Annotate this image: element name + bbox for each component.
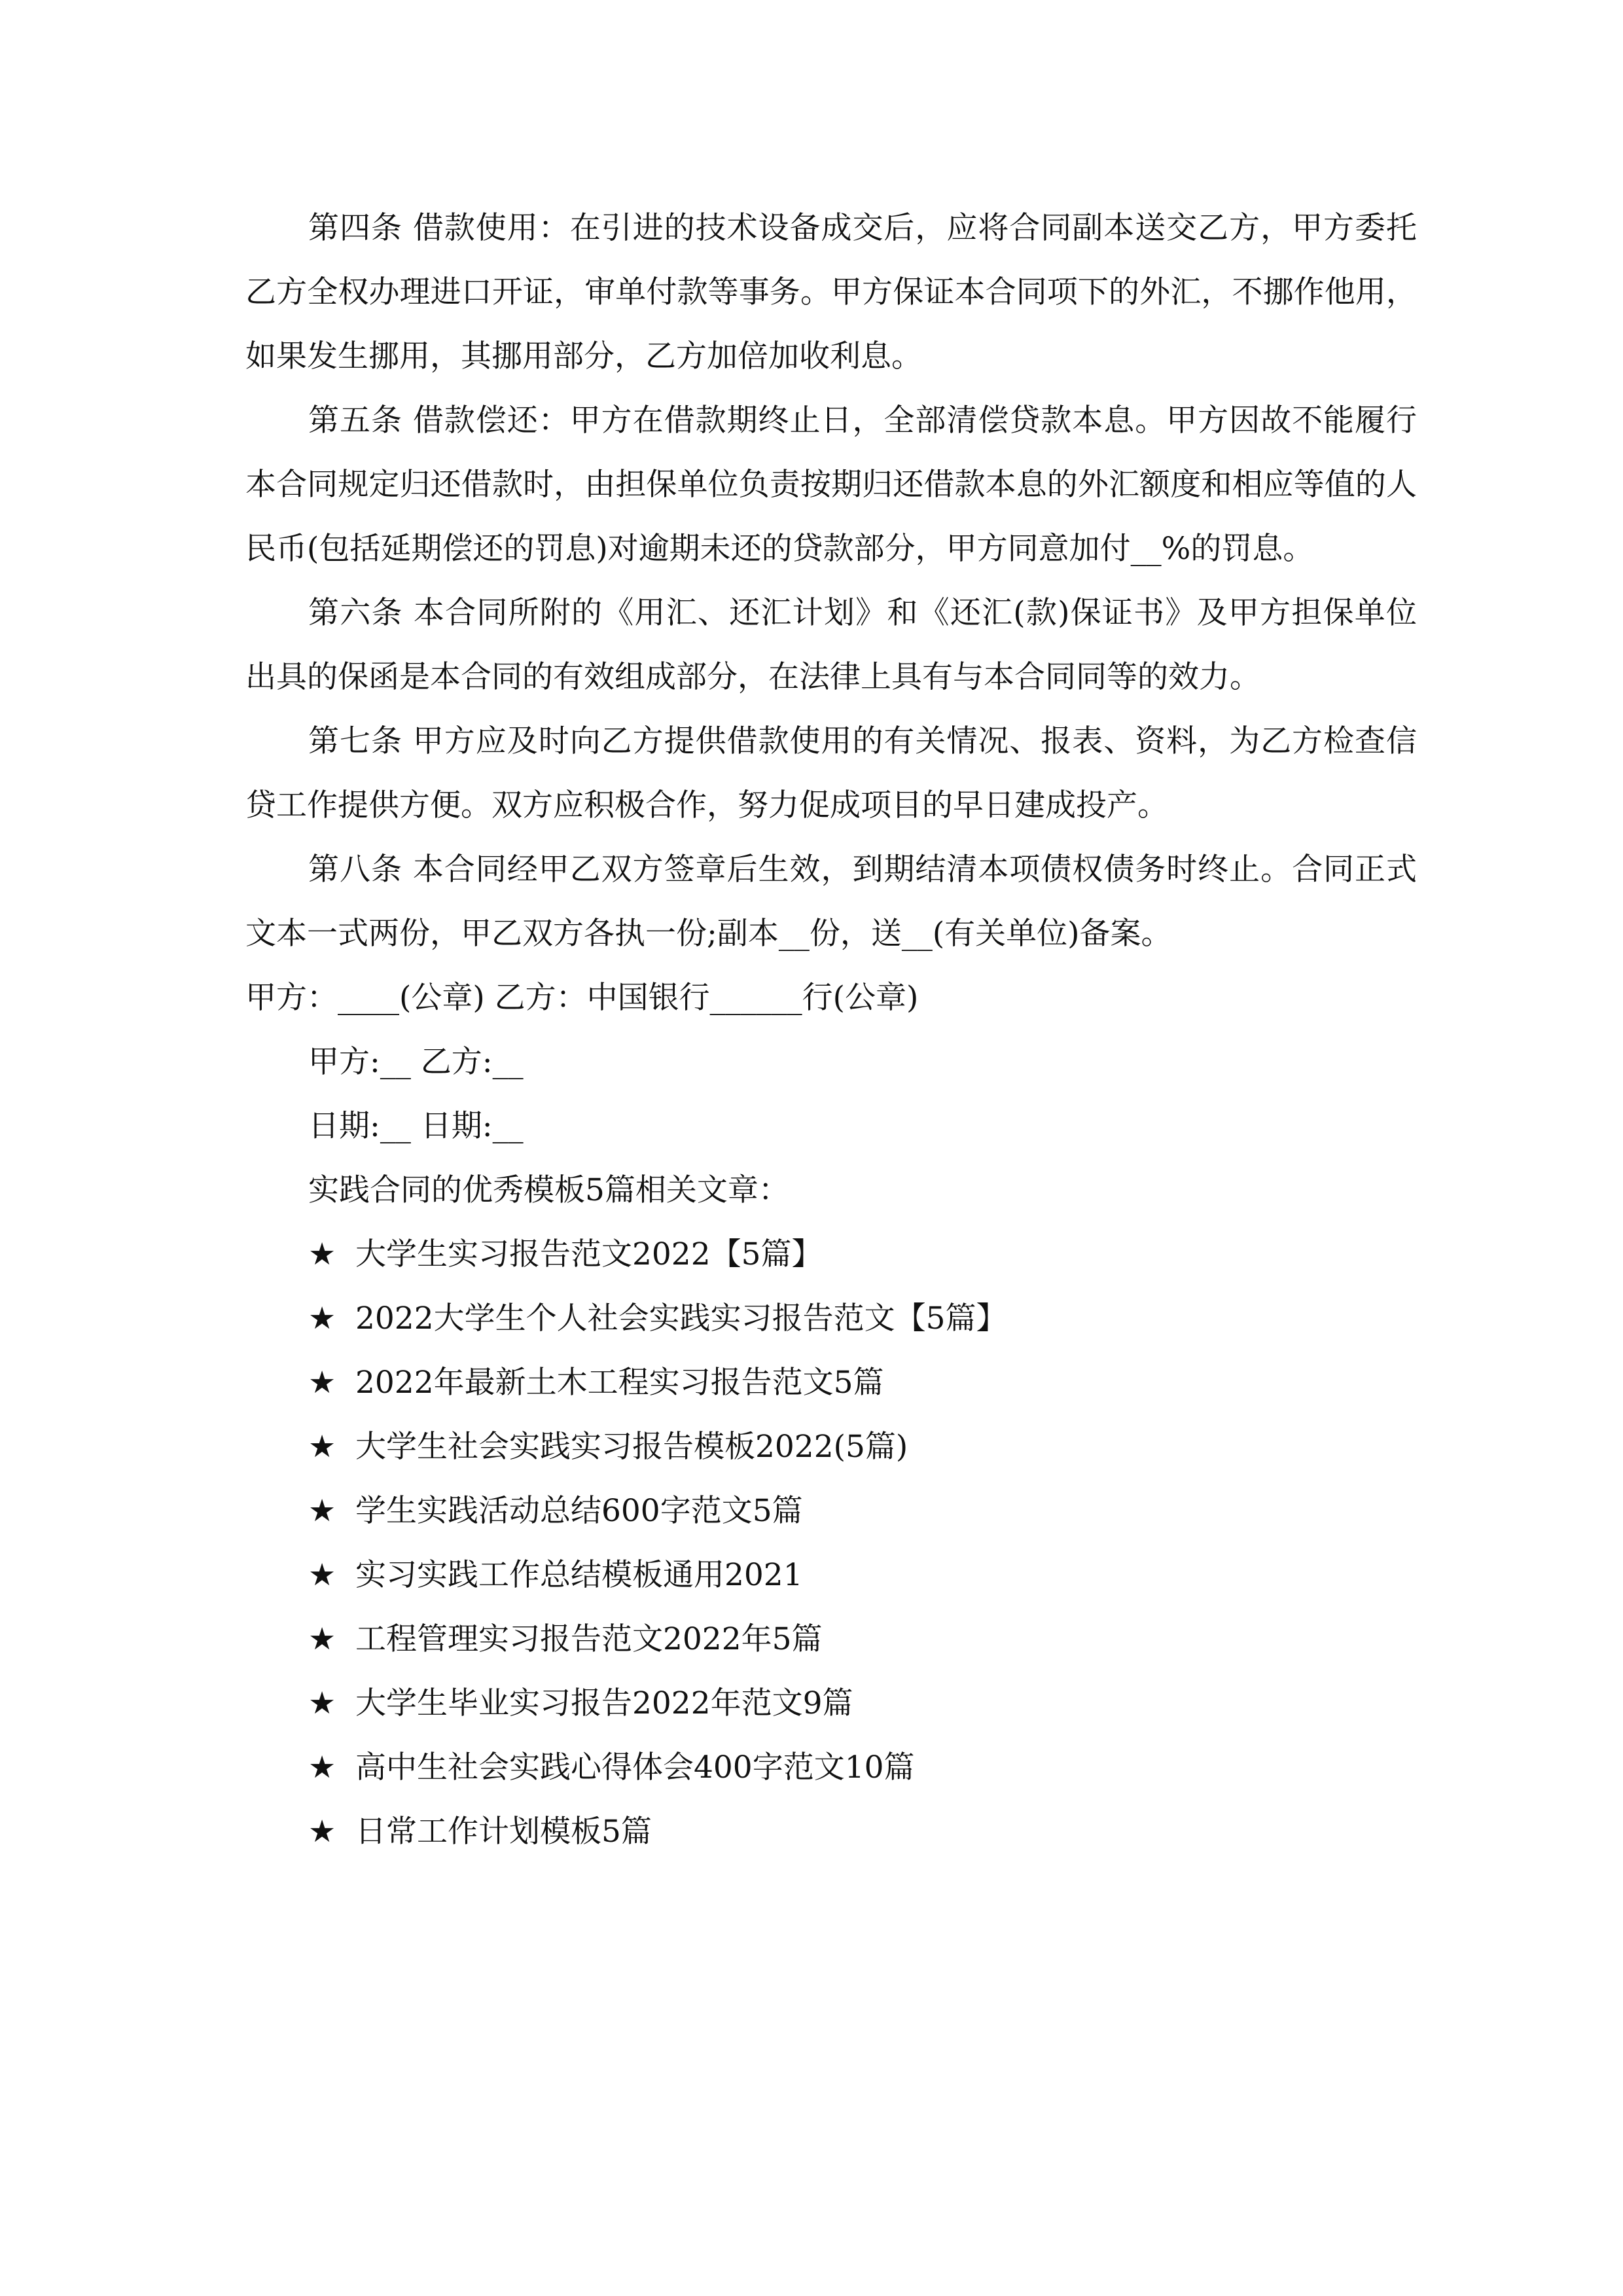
related-article-item[interactable] [245,1736,1417,1800]
related-article-item[interactable] [245,1223,1417,1287]
star-icon: ★ [308,1429,336,1465]
star-icon: ★ [308,1685,336,1721]
related-heading: 实践合同的优秀模板5篇相关文章： [308,1172,789,1208]
star-icon: ★ [308,1749,336,1785]
related-article-item[interactable] [245,1287,1417,1351]
party-line: 甲方:__ 乙方:__ [308,1044,524,1080]
star-icon: ★ [308,1493,336,1529]
related-article-item[interactable] [245,1543,1417,1607]
related-article-item[interactable] [245,1800,1417,1864]
related-article-link[interactable]: 2022年最新土木工程实习报告范文5篇 [355,1365,884,1401]
star-icon: ★ [308,1557,336,1593]
related-article-item[interactable] [245,1479,1417,1543]
related-article-item[interactable] [245,1672,1417,1736]
date-line: 日期:__ 日期:__ [308,1108,524,1144]
related-article-link[interactable]: 大学生社会实践实习报告模板2022(5篇) [355,1429,908,1465]
related-article-link[interactable]: 工程管理实习报告范文2022年5篇 [355,1621,823,1657]
article-6-paragraph: 第六条 本合同所附的《用汇、还汇计划》和《还汇(款)保证书》及甲方担保单位出具的保函是本合同的有效组成部分，在法律上具有与本合同同等的效力。 [245,595,1417,695]
related-article-link[interactable]: 大学生毕业实习报告2022年范文9篇 [355,1685,853,1721]
star-icon: ★ [308,1365,336,1401]
article-7-paragraph: 第七条 甲方应及时向乙方提供借款使用的有关情况、报表、资料，为乙方检查信贷工作提供方便。双方应积极合作，努力促成项目的早日建成投产。 [245,723,1417,823]
related-articles-list [245,1223,1417,1864]
related-article-link[interactable]: 学生实践活动总结600字范文5篇 [355,1493,803,1529]
article-4-paragraph: 第四条 借款使用：在引进的技术设备成交后，应将合同副本送交乙方，甲方委托乙方全权办理进口开证，审单付款等事务。甲方保证本合同项下的外汇，不挪作他用，如果发生挪用，其挪用部分，乙方加倍加收利息。 [245,210,1417,374]
related-article-link[interactable]: 2022大学生个人社会实践实习报告范文【5篇】 [355,1300,1007,1336]
related-article-link[interactable]: 大学生实习报告范文2022【5篇】 [355,1236,823,1272]
related-article-item[interactable] [245,1351,1417,1415]
star-icon: ★ [308,1621,336,1657]
related-article-item[interactable] [245,1607,1417,1672]
signature-line: 甲方：____(公章) 乙方：中国银行______行(公章) [245,980,919,1016]
related-article-item[interactable] [245,1415,1417,1479]
related-article-link[interactable]: 日常工作计划模板5篇 [355,1814,652,1850]
star-icon: ★ [308,1300,336,1336]
article-5-paragraph: 第五条 借款偿还：甲方在借款期终止日，全部清偿贷款本息。甲方因故不能履行本合同规定归还借款时，由担保单位负责按期归还借款本息的外汇额度和相应等值的人民币(包括延期偿还的罚息)对逾期未还的贷款部分，甲方同意加付__%的罚息。 [245,403,1417,567]
related-article-link[interactable]: 实习实践工作总结模板通用2021 [355,1557,803,1593]
document-page [245,196,1417,1864]
star-icon: ★ [308,1236,336,1272]
article-8-paragraph: 第八条 本合同经甲乙双方签章后生效，到期结清本项债权债务时终止。合同正式文本一式两份，甲乙双方各执一份;副本__份，送__(有关单位)备案。 [245,852,1417,952]
star-icon: ★ [308,1814,336,1850]
related-article-link[interactable]: 高中生社会实践心得体会400字范文10篇 [355,1749,915,1785]
